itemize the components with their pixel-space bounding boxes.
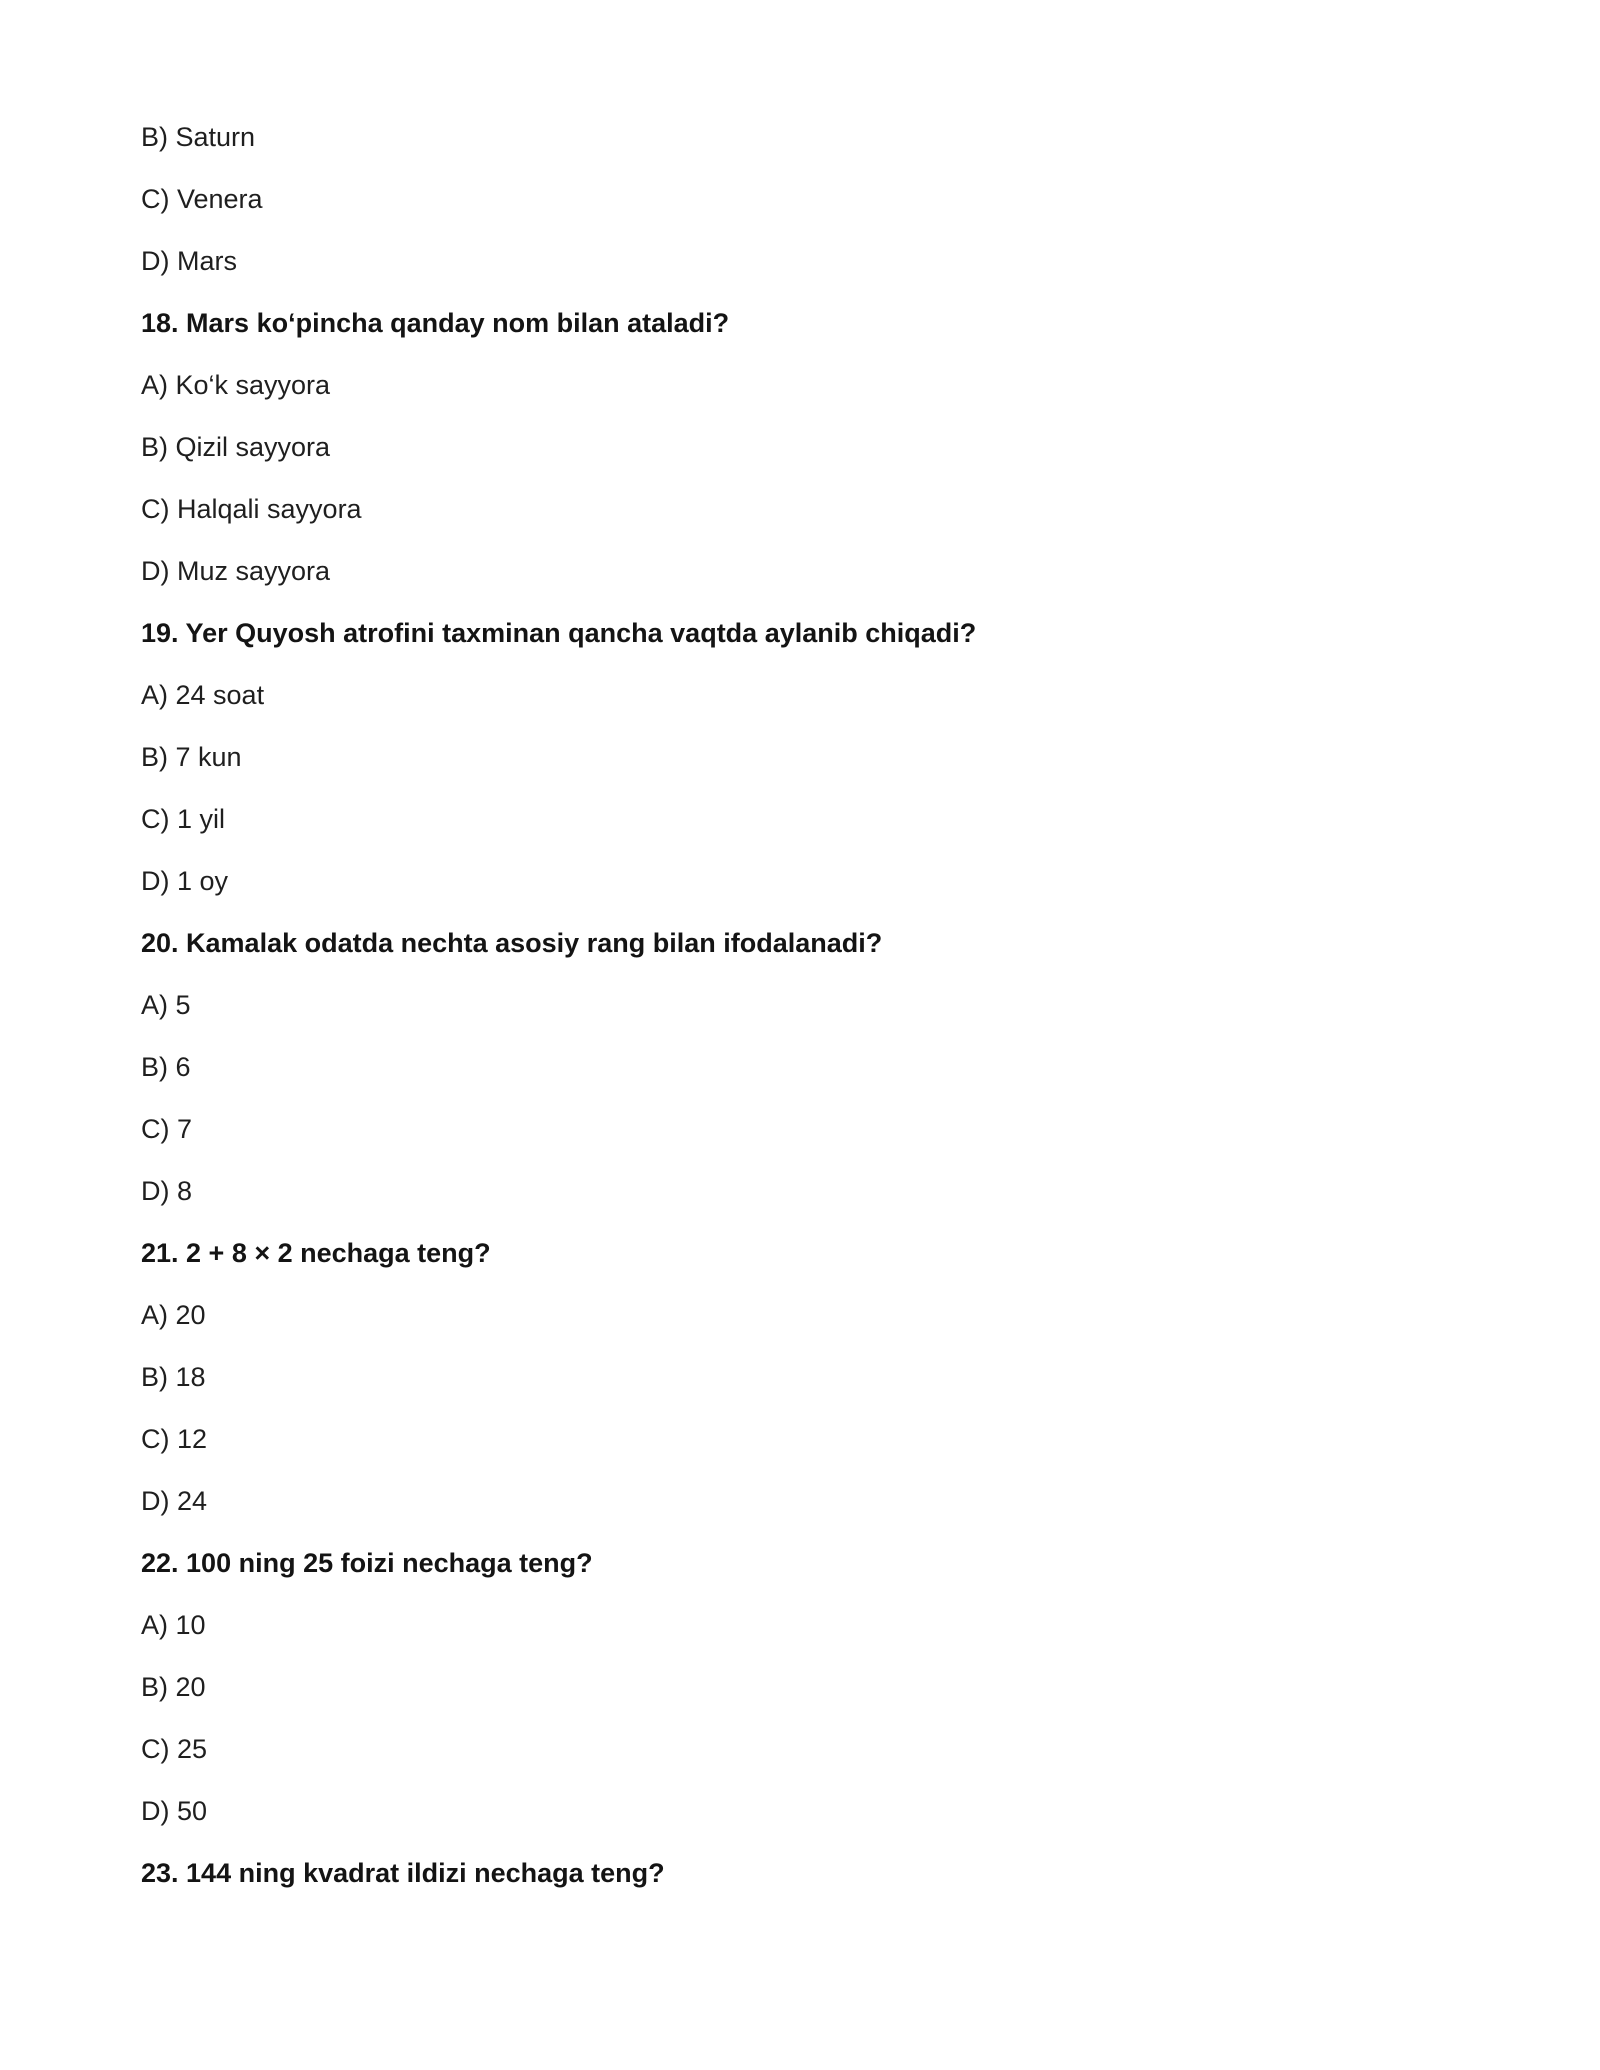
answer-option: C) Venera <box>141 184 263 214</box>
answer-option: D) 50 <box>141 1796 208 1826</box>
answer-option: D) Muz sayyora <box>141 556 331 586</box>
question-heading: 21. 2 + 8 × 2 nechaga teng? <box>141 1238 491 1268</box>
answer-option: A) 20 <box>141 1300 206 1330</box>
answer-option: C) 1 yil <box>141 804 226 834</box>
answer-option: B) 7 kun <box>141 742 242 772</box>
answer-option: A) 24 soat <box>141 680 265 710</box>
answer-option: A) 5 <box>141 990 191 1020</box>
answer-option: C) 25 <box>141 1734 208 1764</box>
answer-option: C) 12 <box>141 1424 208 1454</box>
answer-option: D) 8 <box>141 1176 193 1206</box>
answer-option: D) 24 <box>141 1486 208 1516</box>
answer-option: A) Ko‘k sayyora <box>141 370 331 400</box>
answer-option: B) 6 <box>141 1052 191 1082</box>
answer-option: B) 20 <box>141 1672 206 1702</box>
answer-option: B) 18 <box>141 1362 206 1392</box>
question-heading: 18. Mars ko‘pincha qanday nom bilan ataladi? <box>141 308 730 338</box>
answer-option: B) Qizil sayyora <box>141 432 331 462</box>
answer-option: C) 7 <box>141 1114 193 1144</box>
answer-option: D) Mars <box>141 246 237 276</box>
answer-option: B) Saturn <box>141 122 256 152</box>
answer-option: D) 1 oy <box>141 866 229 896</box>
question-heading: 23. 144 ning kvadrat ildizi nechaga teng? <box>141 1858 665 1888</box>
question-heading: 22. 100 ning 25 foizi nechaga teng? <box>141 1548 593 1578</box>
question-heading: 20. Kamalak odatda nechta asosiy rang bilan ifodalanadi? <box>141 928 883 958</box>
question-heading: 19. Yer Quyosh atrofini taxminan qancha vaqtda aylanib chiqadi? <box>141 618 977 648</box>
answer-option: C) Halqali sayyora <box>141 494 362 524</box>
answer-option: A) 10 <box>141 1610 206 1640</box>
